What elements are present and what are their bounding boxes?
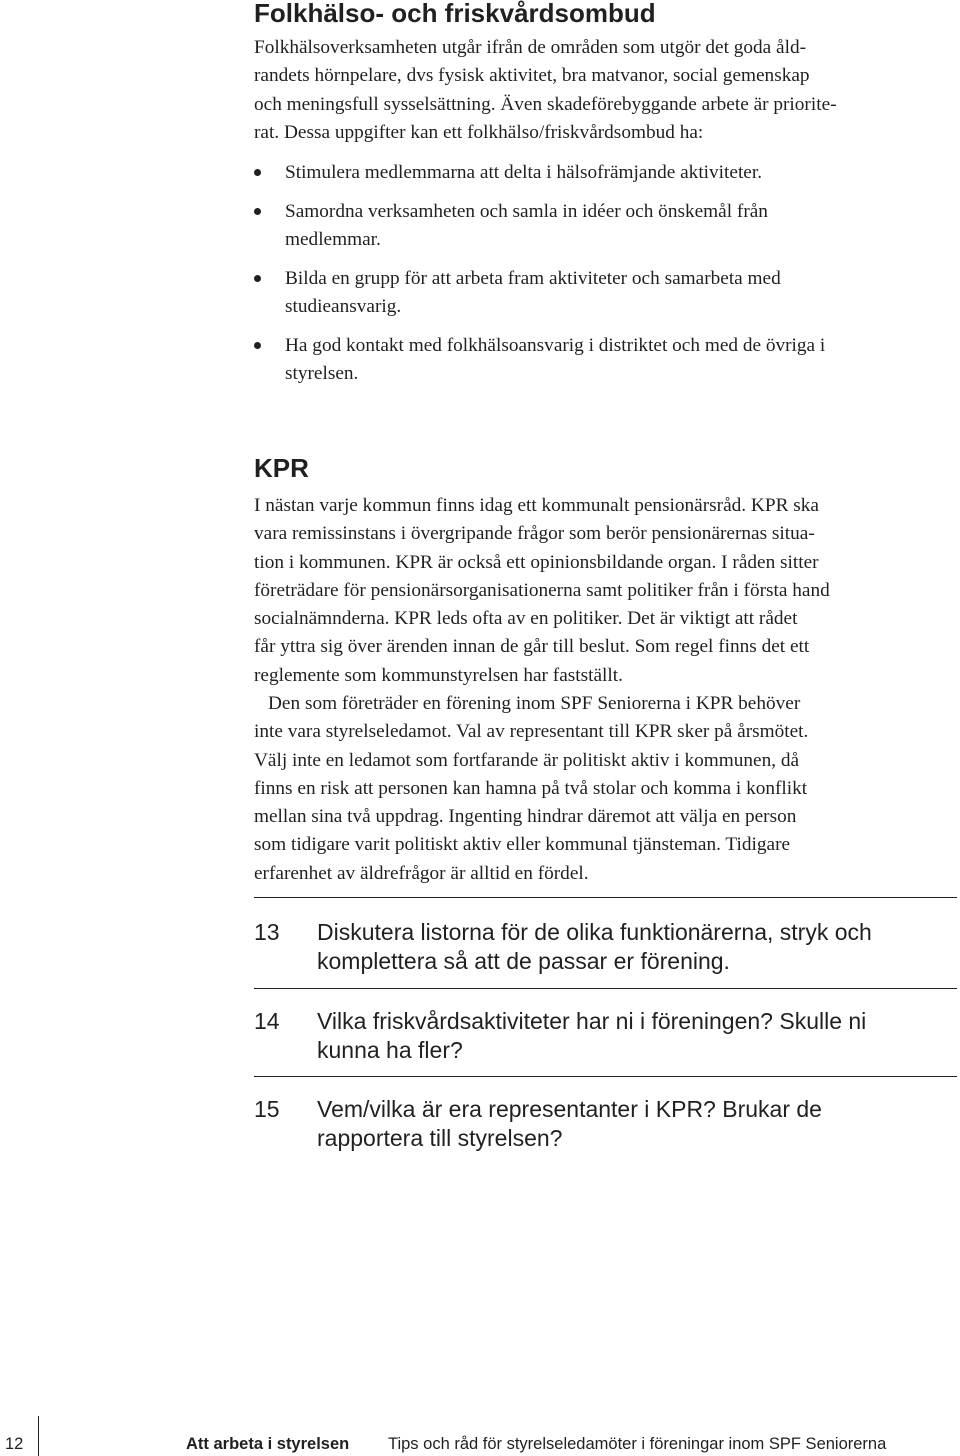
text-line: företrädare för pensionärsorganisationerna samt politiker från i första hand: [254, 579, 830, 601]
text-line: Den som företräder en förening inom SPF Seniorerna i KPR behöver: [268, 693, 801, 714]
question-text: [317, 918, 957, 976]
text-line: rat. Dessa uppgifter kan ett folkhälso/friskvårdsombud ha:: [254, 121, 704, 143]
text-line: komplettera så att de passar er förening.: [317, 948, 730, 974]
text-line: Vem/vilka är era representanter i KPR? Brukar de: [317, 1096, 822, 1122]
text-line: vara remissinstans i övergripande frågor som berör pensionärernas situa-: [254, 523, 815, 545]
text-line: socialnämnderna. KPR leds ofta av en politiker. Det är viktigt att rådet: [254, 608, 798, 630]
text-line: kunna ha fler?: [317, 1037, 463, 1063]
kpr-paragraph-2: [254, 690, 954, 888]
footer-book-title: Tips och råd för styrelseledamöter i föreningar inom SPF Seniorerna: [388, 1435, 887, 1453]
bullet-icon: [254, 208, 261, 215]
bullet-icon: [254, 342, 261, 349]
question-number: 14: [254, 1008, 280, 1034]
text-line: som tidigare varit politiskt aktiv eller kommunal tjänsteman. Tidigare: [254, 834, 791, 856]
footer-page-number: 12: [5, 1435, 24, 1453]
text-line: Bilda en grupp för att arbeta fram aktiviteter och samarbeta med: [285, 268, 781, 289]
text-line: får yttra sig över ärenden innan de går till beslut. Som regel finns det ett: [254, 636, 810, 658]
text-line: inte vara styrelseledamot. Val av representant till KPR sker på årsmötet.: [254, 721, 809, 743]
footer-divider: [38, 1416, 39, 1456]
bullet-icon: [254, 275, 261, 282]
text-line: och meningsfull sysselsättning. Även skadeförebyggande arbete är priorite-: [254, 93, 837, 115]
bullet-icon: [254, 169, 261, 176]
text-line: Vilka friskvårdsaktiviteter har ni i föreningen? Skulle ni: [317, 1008, 867, 1034]
section-heading-folkhalso: Folkhälso- och friskvårdsombud: [254, 0, 656, 28]
section-heading-kpr: KPR: [254, 453, 309, 483]
text-line: I nästan varje kommun finns idag ett kommunalt pensionärsråd. KPR ska: [254, 495, 819, 516]
text-line: finns en risk att personen kan hamna på två stolar och komma i konflikt: [254, 777, 808, 799]
text-line: styrelsen.: [285, 363, 359, 385]
text-line: Välj inte en ledamot som fortfarande är politiskt aktiv i kommunen, då: [254, 749, 800, 771]
divider-rule: [254, 988, 957, 989]
text-line: randets hörnpelare, dvs fysisk aktivitet, bra matvanor, social gemenskap: [254, 65, 810, 87]
text-line: Folkhälsoverksamheten utgår ifrån de områden som utgör det goda åld-: [254, 37, 807, 58]
text-line: Samordna verksamheten och samla in idéer och önskemål från: [285, 201, 768, 222]
text-line: mellan sina två uppdrag. Ingenting hindrar däremot att välja en person: [254, 806, 797, 828]
question-text: [317, 1095, 957, 1153]
text-line: studieansvarig.: [285, 296, 402, 318]
footer-section-title: Att arbeta i styrelsen: [186, 1435, 350, 1453]
text-line: Stimulera medlemmarna att delta i hälsofrämjande aktiviteter.: [285, 162, 763, 183]
text-line: rapportera till styrelsen?: [317, 1125, 563, 1151]
text-line: Diskutera listorna för de olika funktionärerna, stryk och: [317, 919, 872, 945]
text-line: medlemmar.: [285, 229, 381, 251]
text-line: erfarenhet av äldrefrågor är alltid en fördel.: [254, 862, 589, 884]
question-number: 13: [254, 919, 280, 945]
divider-rule: [254, 1076, 957, 1077]
kpr-paragraph-1: [254, 492, 954, 690]
intro-paragraph: [254, 34, 954, 147]
question-text: [317, 1007, 957, 1065]
text-line: tion i kommunen. KPR är också ett opinionsbildande organ. I råden sitter: [254, 551, 819, 573]
text-line: Ha god kontakt med folkhälsoansvarig i distriktet och med de övriga i: [285, 335, 826, 356]
text-line: reglemente som kommunstyrelsen har fastställt.: [254, 664, 623, 686]
question-number: 15: [254, 1096, 280, 1122]
divider-rule: [254, 897, 957, 898]
